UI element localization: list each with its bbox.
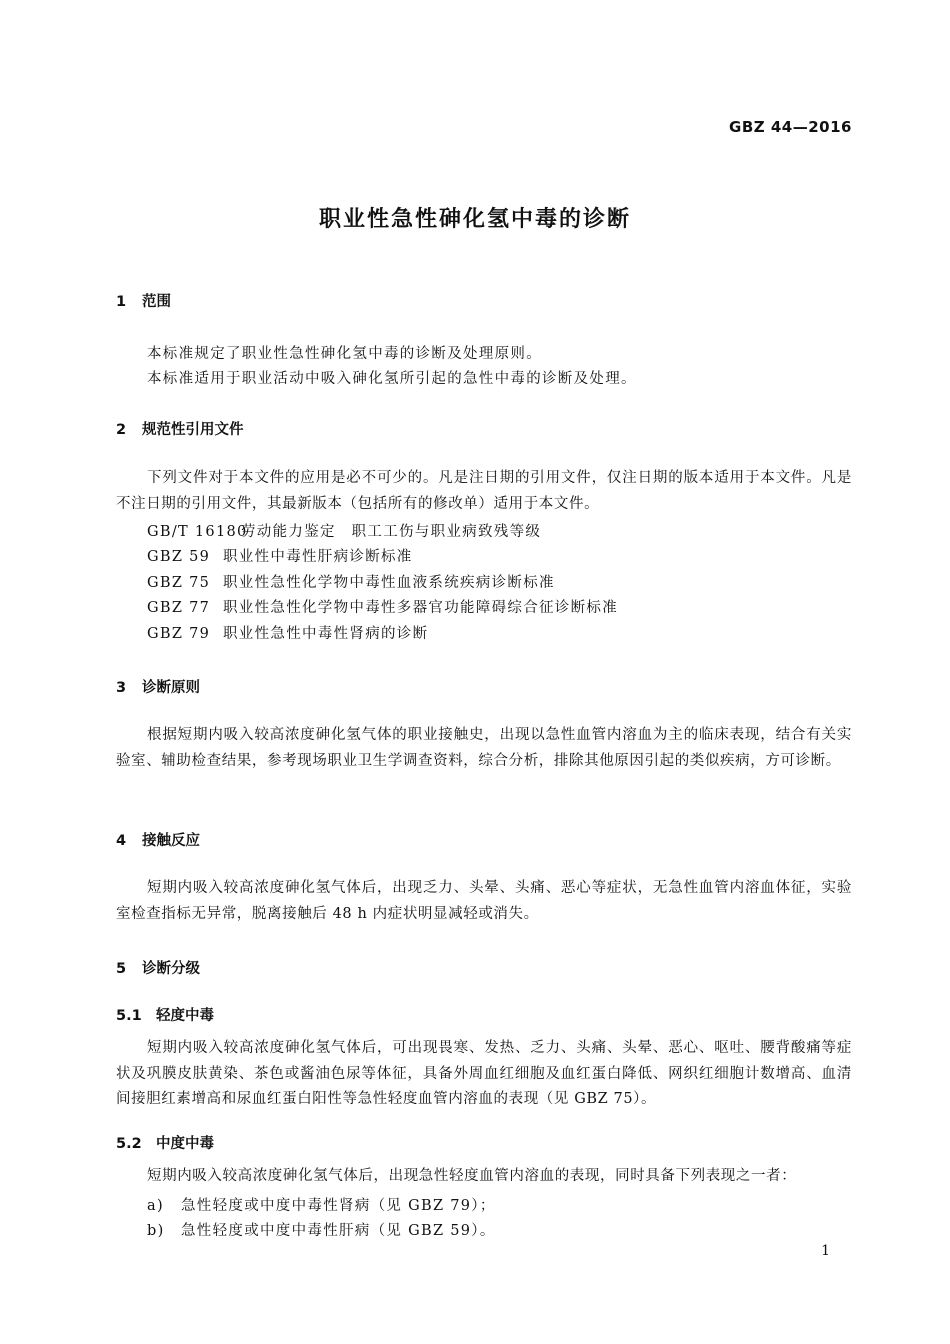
section-number: 1: [116, 294, 127, 310]
section-title: 规范性引用文件: [142, 422, 244, 438]
subsection-title: 轻度中毒: [156, 1008, 214, 1024]
section-number: 5: [116, 961, 127, 977]
section-title: 诊断原则: [142, 680, 200, 696]
section-5-heading: [116, 957, 200, 978]
subsection-number: 5.1: [116, 1008, 142, 1024]
subsection-number: 5.2: [116, 1136, 142, 1152]
subsection-5-2-heading: [116, 1132, 214, 1153]
list-item-label: b): [147, 1223, 165, 1239]
reference-title: 职业性中毒性肝病诊断标准: [223, 549, 413, 565]
list-item-text: 急性轻度或中度中毒性肝病（见 GBZ 59）。: [181, 1223, 496, 1239]
list-item-label: a): [147, 1198, 164, 1214]
paragraph: 本标准适用于职业活动中吸入砷化氢所引起的急性中毒的诊断及处理。: [147, 371, 637, 387]
reference-code: GB/T 16180: [147, 524, 248, 540]
subsection-5-1-heading: [116, 1004, 214, 1025]
page-number: 1: [821, 1243, 830, 1259]
reference-title: 职业性急性中毒性肾病的诊断: [223, 626, 429, 642]
section-1-heading: [116, 290, 171, 311]
paragraph: 短期内吸入较高浓度砷化氢气体后，出现急性轻度血管内溶血的表现，同时具备下列表现之一者：: [147, 1168, 797, 1184]
paragraph: 根据短期内吸入较高浓度砷化氢气体的职业接触史，出现以急性血管内溶血为主的临床表现，结合有关实验室、辅助检查结果，参考现场职业卫生学调查资料，综合分析，排除其他原因引起的类似疾病，方可诊断。: [116, 727, 852, 769]
reference-title: 职业性急性化学物中毒性多器官功能障碍综合征诊断标准: [223, 600, 618, 616]
section-title: 接触反应: [142, 833, 200, 849]
reference-code: GBZ 79: [147, 626, 211, 642]
section-number: 3: [116, 680, 127, 696]
paragraph: 本标准规定了职业性急性砷化氢中毒的诊断及处理原则。: [147, 346, 542, 362]
reference-code: GBZ 59: [147, 549, 211, 565]
reference-code: GBZ 75: [147, 575, 211, 591]
reference-item: [147, 545, 413, 566]
reference-item: [147, 571, 555, 592]
reference-item: [147, 596, 618, 617]
subsection-title: 中度中毒: [156, 1136, 214, 1152]
section-number: 2: [116, 422, 127, 438]
section-2-heading: [116, 418, 244, 439]
list-item: [147, 1219, 496, 1240]
section-title: 诊断分级: [142, 961, 200, 977]
document-title: 职业性急性砷化氢中毒的诊断: [318, 207, 631, 232]
paragraph: 短期内吸入较高浓度砷化氢气体后，出现乏力、头晕、头痛、恶心等症状，无急性血管内溶血体征，实验室检查指标无异常，脱离接触后 48 h 内症状明显减轻或消失。: [116, 880, 852, 922]
list-item-text: 急性轻度或中度中毒性肾病（见 GBZ 79）；: [181, 1198, 496, 1214]
section-title: 范围: [142, 294, 171, 310]
reference-title: 劳动能力鉴定 职工工伤与职业病致残等级: [241, 524, 542, 540]
list-item: [147, 1194, 496, 1215]
section-4-heading: [116, 829, 200, 850]
paragraph: 下列文件对于本文件的应用是必不可少的。凡是注日期的引用文件，仅注日期的版本适用于本文件。凡是不注日期的引用文件，其最新版本（包括所有的修改单）适用于本文件。: [116, 470, 852, 512]
paragraph: 短期内吸入较高浓度砷化氢气体后，可出现畏寒、发热、乏力、头痛、头晕、恶心、呕吐、腰背酸痛等症状及巩膜皮肤黄染、茶色或酱油色尿等体征，具备外周血红细胞及血红蛋白降低、网织红细胞计数增高、血清间接胆红素增高和尿血红蛋白阳性等急性轻度血管内溶血的表现（见 GBZ 75）。: [116, 1040, 852, 1108]
section-3-heading: [116, 676, 200, 697]
section-number: 4: [116, 833, 127, 849]
reference-code: GBZ 77: [147, 600, 211, 616]
standard-code: GBZ 44—2016: [729, 118, 852, 136]
reference-item: [147, 622, 428, 643]
reference-title: 职业性急性化学物中毒性血液系统疾病诊断标准: [223, 575, 555, 591]
reference-item: [147, 520, 541, 541]
